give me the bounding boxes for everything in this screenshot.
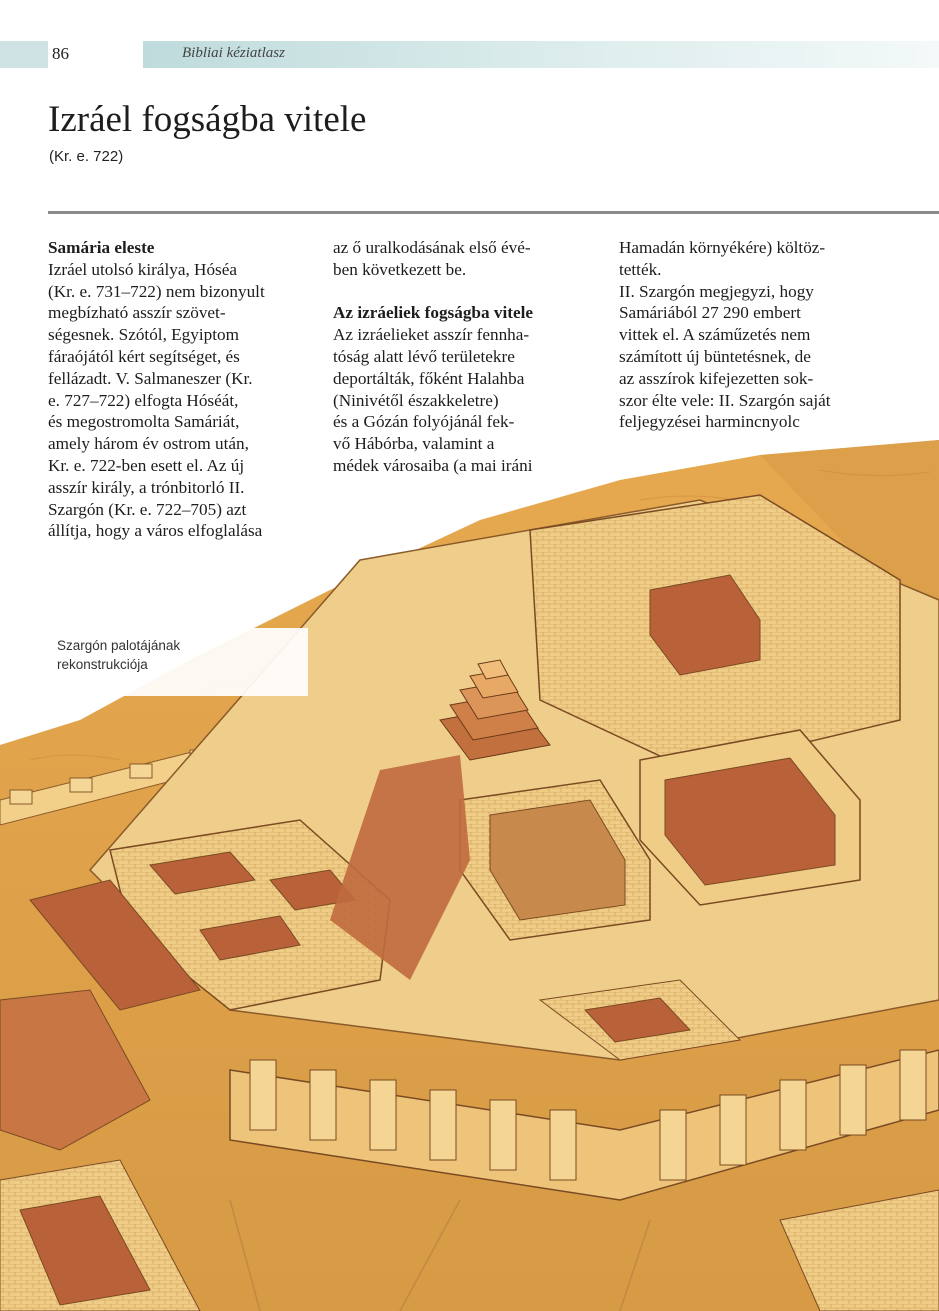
section-heading-fall-of-samaria: Samária eleste bbox=[48, 238, 155, 257]
text-line: Szargón (Kr. e. 722–705) azt bbox=[48, 499, 247, 519]
text-line: fellázadt. V. Salmaneszer (Kr. bbox=[48, 368, 253, 388]
text-line: megbízható asszír szövet- bbox=[48, 303, 226, 323]
text-line: feljegyzései harmincnyolc bbox=[619, 412, 800, 432]
text-line: ségesnek. Szótól, Egyiptom bbox=[48, 325, 239, 345]
text-line: médek városaiba (a mai iráni bbox=[333, 455, 533, 475]
text-line: Hamadán környékére) költöz- bbox=[619, 238, 826, 257]
text-line: vő Hábórba, valamint a bbox=[333, 434, 495, 454]
text-column-3 bbox=[619, 237, 881, 433]
text-line: Izráel utolsó királya, Hóséa bbox=[48, 259, 237, 279]
image-caption bbox=[57, 636, 302, 674]
text-line: ben következett be. bbox=[333, 259, 467, 279]
caption-line: Szargón palotájának bbox=[57, 638, 181, 653]
text-line: állítja, hogy a város elfoglalása bbox=[48, 521, 263, 541]
title-divider bbox=[48, 211, 939, 214]
text-line: Az izráelieket asszír fennha- bbox=[333, 325, 530, 345]
text-line: és a Gózán folyójánál fek- bbox=[333, 412, 515, 432]
text-line: Samáriából 27 290 embert bbox=[619, 303, 801, 323]
running-header-title: Bibliai kéziatlasz bbox=[182, 45, 285, 61]
text-line: asszír király, a trónbitorló II. bbox=[48, 477, 245, 497]
text-line: az asszírok kifejezetten sok- bbox=[619, 368, 814, 388]
text-line: számított új büntetésnek, de bbox=[619, 346, 811, 366]
text-line: (Kr. e. 731–722) nem bizonyult bbox=[48, 281, 265, 301]
text-line: vittek el. A száműzetés nem bbox=[619, 325, 811, 345]
text-column-2 bbox=[333, 237, 595, 477]
text-line: és megostromolta Samáriát, bbox=[48, 412, 240, 432]
text-line: e. 727–722) elfogta Hóséát, bbox=[48, 390, 239, 410]
text-line: tették. bbox=[619, 259, 662, 279]
page-title: Izráel fogságba vitele bbox=[48, 99, 367, 140]
caption-line: rekonstrukciója bbox=[57, 657, 148, 672]
section-heading-deportation: Az izráeliek fogságba vitele bbox=[333, 303, 533, 323]
palace-reconstruction-illustration bbox=[0, 420, 939, 1311]
text-line: az ő uralkodásának első évé- bbox=[333, 238, 531, 257]
text-line: deportálták, főként Halahba bbox=[333, 368, 525, 388]
page-number: 86 bbox=[52, 44, 69, 63]
text-line: fáraójától kért segítséget, és bbox=[48, 346, 240, 366]
header-accent-block bbox=[0, 41, 48, 68]
text-line: Kr. e. 722-ben esett el. Az új bbox=[48, 455, 245, 475]
paragraph-gap bbox=[333, 281, 595, 303]
text-line: II. Szargón megjegyzi, hogy bbox=[619, 281, 814, 301]
text-line: tóság alatt lévő területekre bbox=[333, 346, 515, 366]
text-line: szor élte vele: II. Szargón saját bbox=[619, 390, 831, 410]
text-line: amely három év ostrom után, bbox=[48, 434, 249, 454]
date-subtitle: (Kr. e. 722) bbox=[49, 148, 124, 165]
text-line: (Ninivétől északkeletre) bbox=[333, 390, 499, 410]
text-column-1 bbox=[48, 237, 310, 542]
